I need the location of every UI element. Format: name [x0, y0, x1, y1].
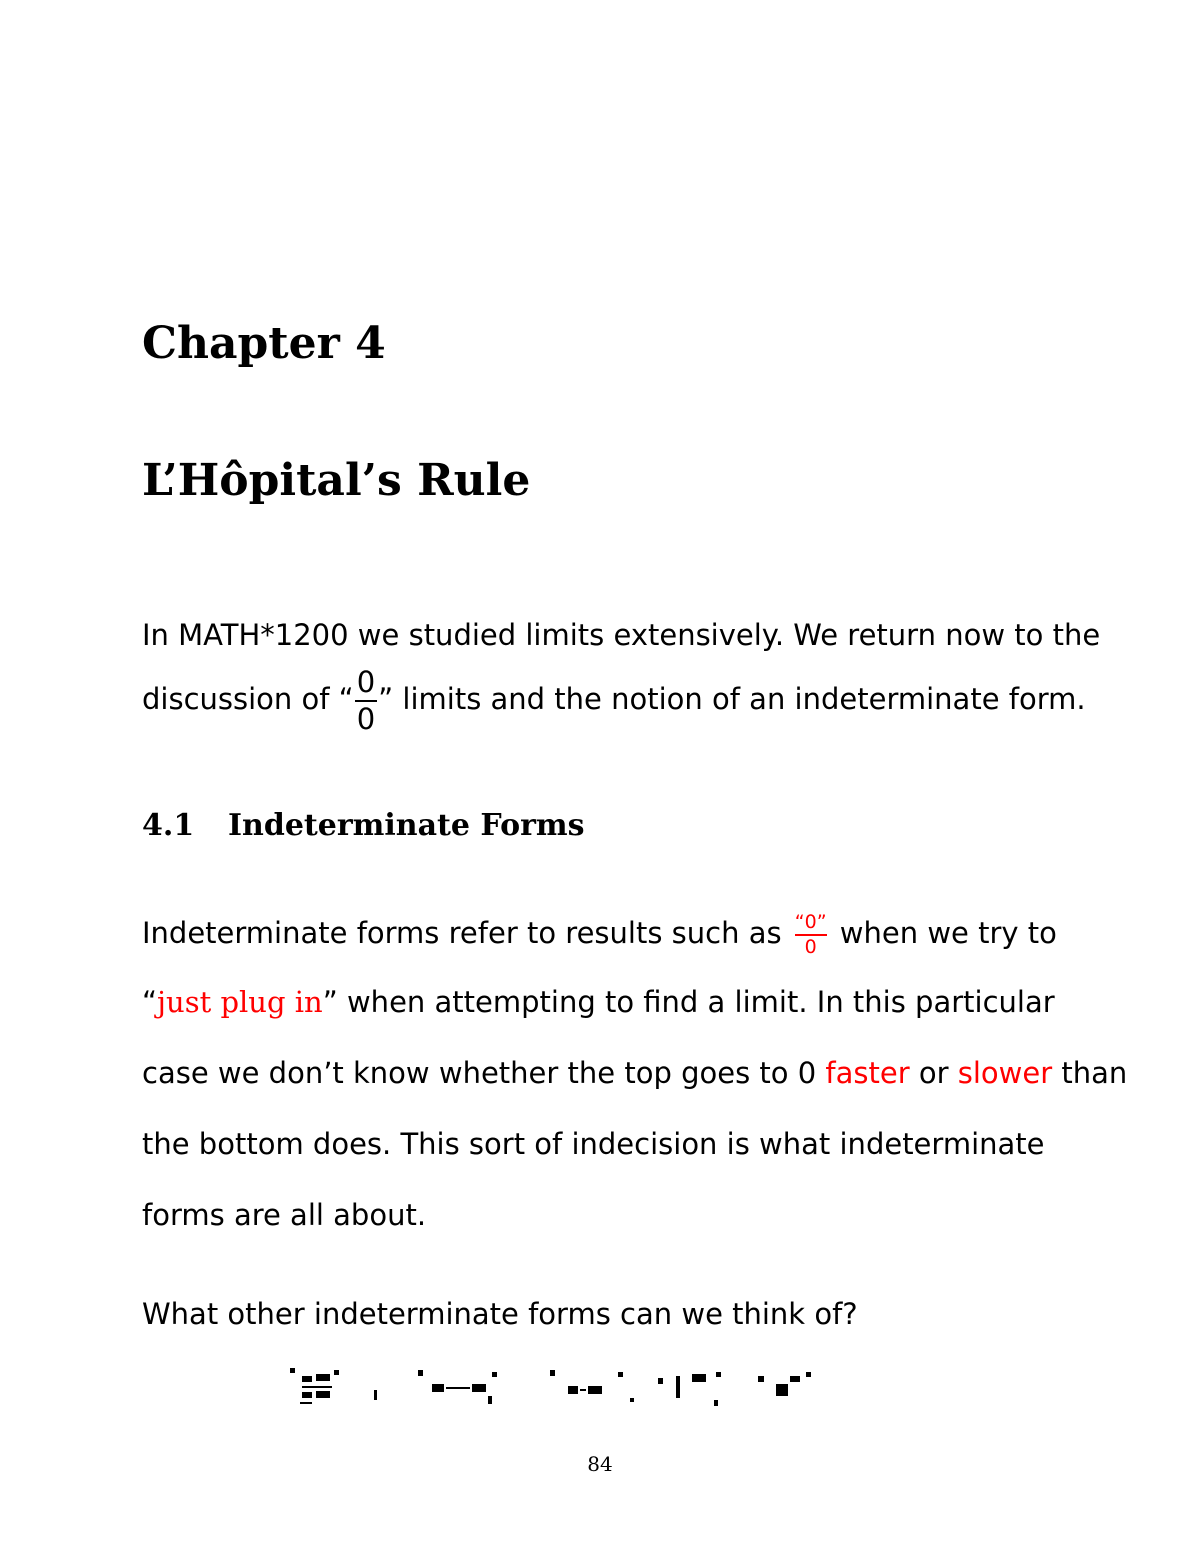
chapter-label: Chapter 4 — [142, 318, 386, 369]
section-title: Indeterminate Forms — [228, 808, 585, 843]
intro-line-1: In MATH*1200 we studied limits extensively. We return now to the — [142, 618, 1101, 652]
intro-line-2-start: discussion of “ — [142, 682, 354, 716]
section-heading — [142, 808, 585, 843]
red-fraction-numerator: “0” — [794, 911, 827, 933]
body-line-3-mid: or — [909, 1056, 958, 1090]
fraction-numerator: 0 — [356, 665, 376, 699]
body-line-3 — [142, 1056, 1127, 1090]
body-line-3-end: than — [1052, 1056, 1128, 1090]
red-fraction-denominator: 0 — [804, 936, 817, 958]
page-number: 84 — [587, 1452, 613, 1476]
red-zero-over-zero — [795, 913, 827, 957]
fraction-denominator: 0 — [356, 702, 376, 736]
faster-word: faster — [825, 1056, 910, 1090]
smudged-forms-graphic — [280, 1362, 840, 1422]
body-line-2-end: when attempting to find a limit. In this particular — [337, 985, 1055, 1019]
body-line-1-start: Indeterminate forms refer to results such as — [142, 916, 791, 950]
open-quote: “ — [142, 985, 158, 1019]
body-line-1 — [142, 913, 1057, 957]
body-line-4: the bottom does. This sort of indecision is what indeterminate — [142, 1127, 1045, 1161]
indeterminate-forms-smudged-row — [280, 1362, 840, 1422]
intro-line-2-end: ” limits and the notion of an indeterminate form. — [378, 682, 1086, 716]
body-line-5: forms are all about. — [142, 1198, 427, 1232]
body-line-3-start: case we don’t know whether the top goes to 0 — [142, 1056, 826, 1090]
body-line-1-end: when we try to — [830, 916, 1057, 950]
chapter-title: L’Hôpital’s Rule — [142, 455, 531, 506]
close-quote: ” — [322, 985, 338, 1019]
slower-word: slower — [957, 1056, 1053, 1090]
question-line: What other indeterminate forms can we think of? — [142, 1297, 858, 1331]
body-line-2 — [142, 985, 1055, 1019]
zero-over-zero-fraction — [355, 665, 377, 736]
section-number: 4.1 — [142, 808, 195, 843]
intro-line-2 — [142, 665, 1086, 736]
just-plug-in-phrase: just plug in — [157, 985, 323, 1019]
